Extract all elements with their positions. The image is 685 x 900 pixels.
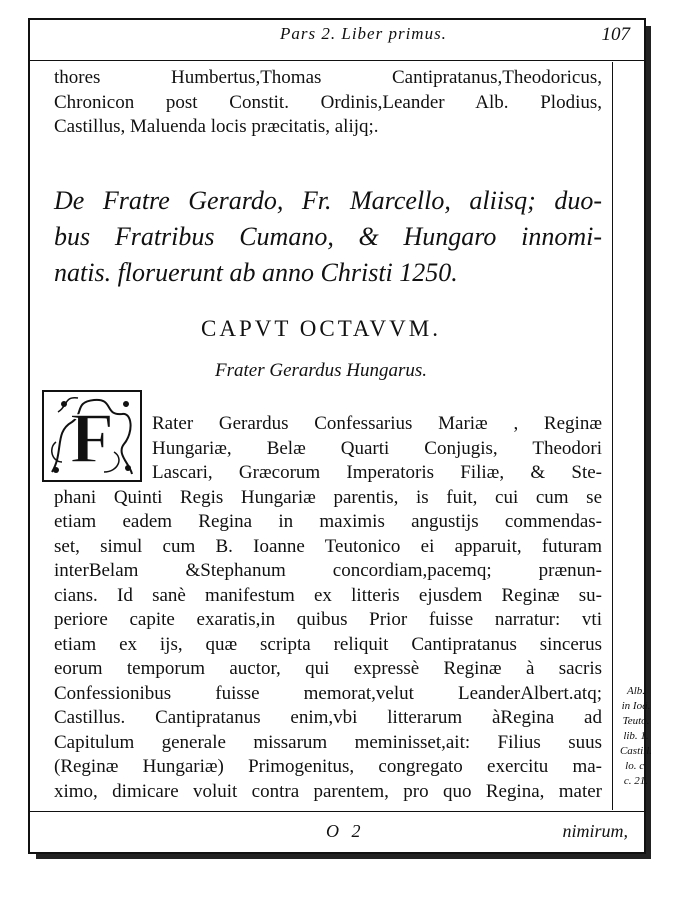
text-line: eorum temporum auctor, qui expressè Reginæ à sacris: [54, 658, 602, 679]
signature-mark: O 2: [326, 821, 365, 841]
footer-rule: [30, 811, 644, 812]
running-head: Pars 2. Liber primus.: [280, 24, 447, 43]
margin-rule: [612, 62, 613, 810]
intro-paragraph: [54, 66, 602, 140]
text-line: Castillus. Cantipratanus enim,vbi litterarum àRegina ad: [54, 707, 602, 728]
text-line: Rater Gerardus Confessarius Mariæ , Reginæ: [152, 413, 602, 434]
section-title: [54, 183, 602, 291]
title-line: natis. floruerunt ab anno Christi 1250.: [54, 258, 458, 287]
text-line: set, simul cum B. Ioanne Teutonico ei apparuit, futuram: [54, 535, 602, 557]
header-rule: [30, 60, 644, 61]
svg-text:F: F: [70, 398, 114, 478]
chapter-heading: CAPVT OCTAVVM.: [201, 316, 441, 341]
marginal-line: Castill.: [619, 745, 653, 757]
text-line: Castillus, Maluenda locis præcitatis, alijq;.: [54, 116, 379, 137]
marginal-line: c. 21.: [623, 775, 649, 787]
text-line: cians. Id sanè manifestum ex litteris ejusdem Reginæ su-: [54, 584, 602, 606]
marginal-line: lib. 1.: [623, 730, 649, 742]
text-line: Chronicon post Constit. Ordinis,Leander Alb. Plodius,: [54, 91, 602, 113]
marginal-line: lo. c.: [625, 760, 647, 772]
text-line: ximo, dimicare voluit contra parentem, pro quo Regina, mater: [54, 780, 602, 802]
text-line: Lascari, Græcorum Imperatoris Filiæ, & Ste-: [152, 462, 602, 483]
body-paragraph: [54, 412, 602, 804]
text-line: phani Quinti Regis Hungariæ parentis, is fuit, cui cum se: [54, 486, 602, 508]
text-line: etiam ex ijs, quæ scripta reliquit Cantipratanus sincerus: [54, 633, 602, 655]
text-line: thores Humbertus,Thomas Cantipratanus,Theodoricus,: [54, 67, 602, 88]
marginal-line: in Ioā.: [621, 700, 651, 712]
text-line: periore capite exaratis,in quibus Prior fuisse narratur: vti: [54, 609, 602, 630]
text-line: Capitulum generale missarum meminisset,ait: Filius suus: [54, 731, 602, 753]
page-number: 107: [601, 24, 630, 45]
marginal-line: Teuto.: [622, 715, 650, 727]
text-line: (Reginæ Hungariæ) Primogenitus, congregato exercitu ma-: [54, 756, 602, 777]
marginal-line: Alb.: [626, 685, 646, 697]
page-shadow-bottom: [36, 854, 651, 859]
subheading: Frater Gerardus Hungarus.: [215, 360, 427, 381]
title-line: De Fratre Gerardo, Fr. Marcello, aliisq; duo-: [54, 186, 602, 215]
catchword: nimirum,: [562, 821, 628, 841]
text-line: Confessionibus fuisse memorat,velut LeanderAlbert.atq;: [54, 682, 602, 704]
page-frame: [28, 18, 653, 854]
title-line: bus Fratribus Cumano, & Hungaro innomi-: [54, 222, 602, 251]
text-line: Hungariæ, Belæ Quarti Conjugis, Theodori: [152, 437, 602, 459]
marginal-note: [616, 684, 656, 789]
text-line: interBelam &Stephanum concordiam,pacemq; prænun-: [54, 560, 602, 581]
text-line: etiam eadem Regina in maximis angustijs commendas-: [54, 511, 602, 532]
